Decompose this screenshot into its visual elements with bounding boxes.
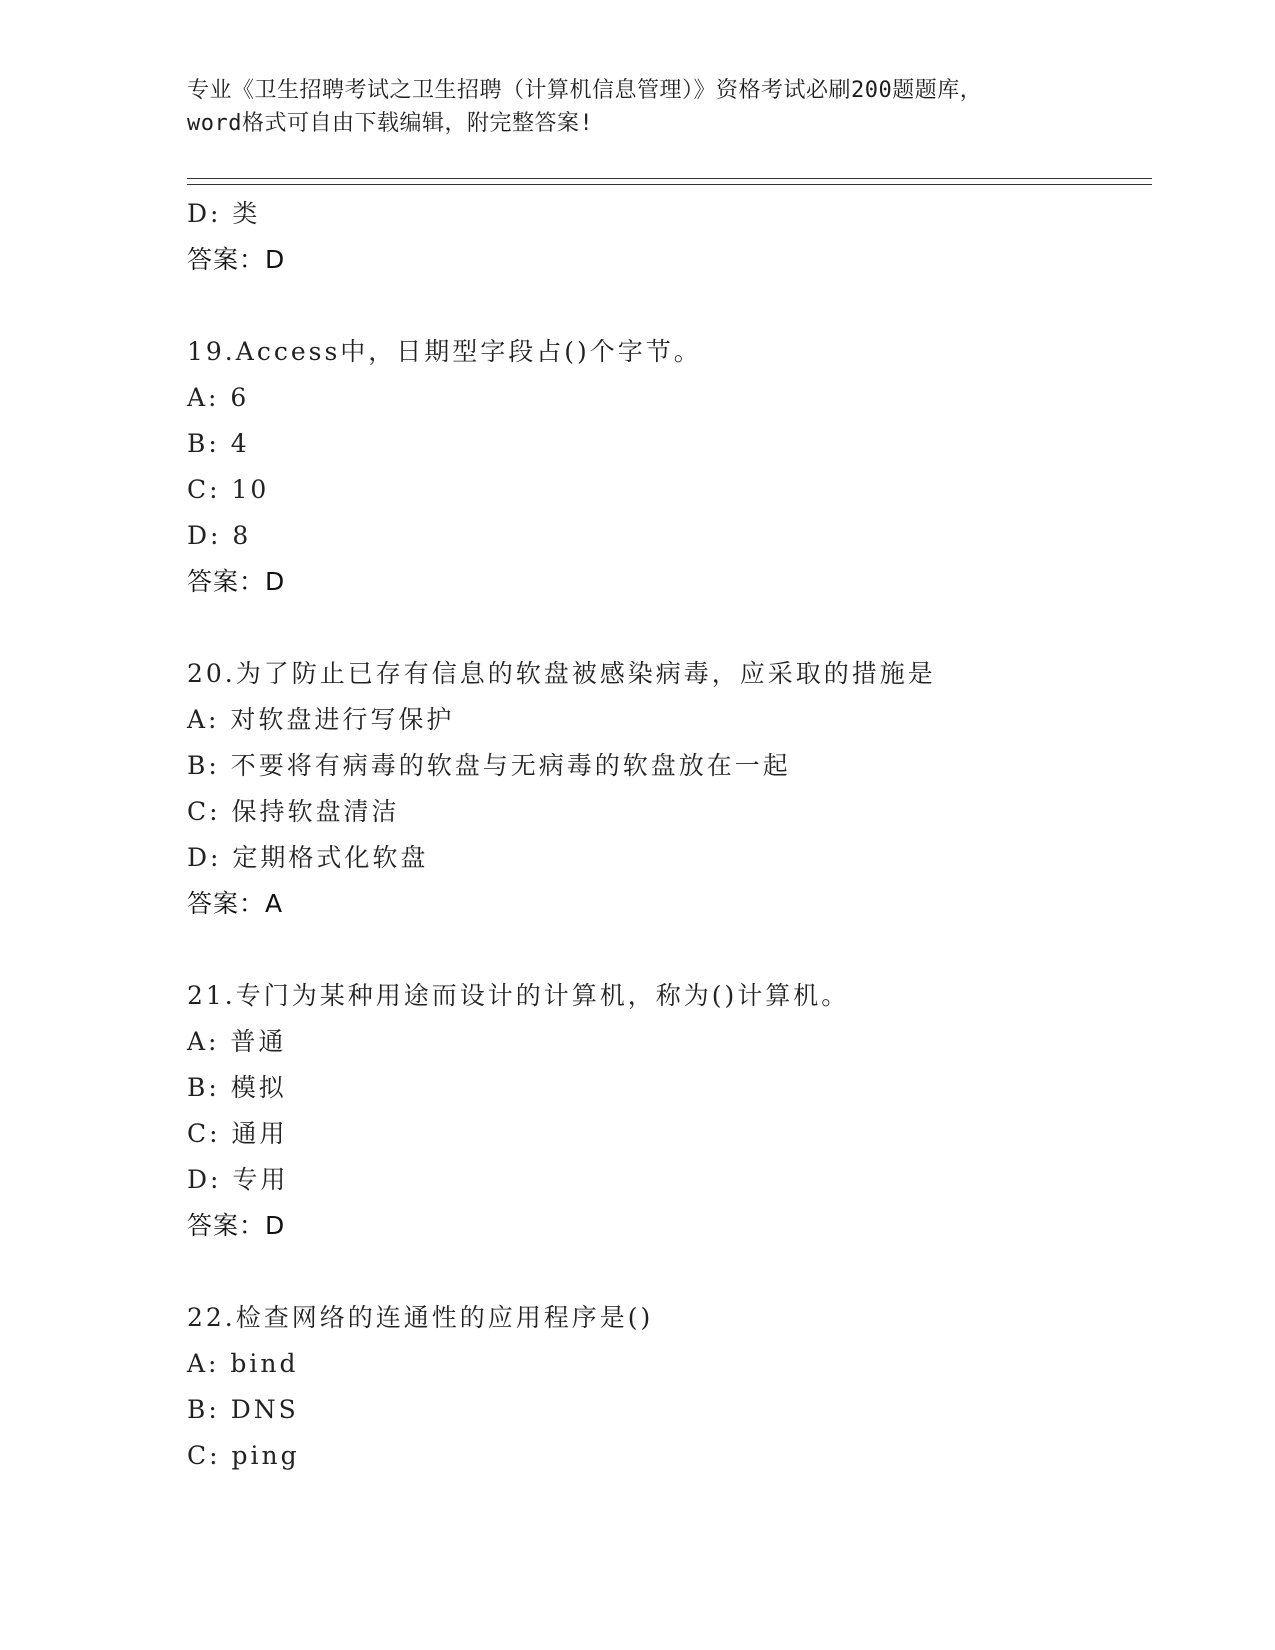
answer-line: 答案：D bbox=[187, 1211, 286, 1240]
option-b: B: DNS bbox=[187, 1395, 299, 1424]
option-d: D: 类 bbox=[187, 199, 261, 228]
question-content bbox=[187, 191, 1147, 1479]
option-b: B: 4 bbox=[187, 429, 250, 458]
header-title-line-2: word格式可自由下载编辑，附完整答案! bbox=[187, 111, 594, 136]
option-a: A: 6 bbox=[187, 383, 250, 412]
question-stem-21: 21.专门为某种用途而设计的计算机，称为()计算机。 bbox=[187, 981, 850, 1010]
option-c: C: 通用 bbox=[187, 1119, 288, 1148]
header-divider-bottom bbox=[187, 184, 1152, 185]
spacer bbox=[187, 1249, 1147, 1295]
answer-line: 答案：D bbox=[187, 245, 286, 274]
option-d: D: 8 bbox=[187, 521, 252, 550]
document-header bbox=[187, 74, 1087, 140]
option-a: A: 对软盘进行写保护 bbox=[187, 705, 455, 734]
question-stem-22: 22.检查网络的连通性的应用程序是() bbox=[187, 1303, 654, 1332]
option-d: D: 定期格式化软盘 bbox=[187, 843, 429, 872]
option-a: A: bind bbox=[187, 1349, 299, 1378]
answer-line: 答案：D bbox=[187, 567, 286, 596]
question-stem-20: 20.为了防止已存有信息的软盘被感染病毒，应采取的措施是 bbox=[187, 659, 936, 688]
option-a: A: 普通 bbox=[187, 1027, 287, 1056]
spacer bbox=[187, 605, 1147, 651]
option-b: B: 模拟 bbox=[187, 1073, 287, 1102]
spacer bbox=[187, 283, 1147, 329]
header-divider-top bbox=[187, 178, 1152, 179]
option-c: C: 保持软盘清洁 bbox=[187, 797, 400, 826]
header-title-line-1: 专业《卫生招聘考试之卫生招聘（计算机信息管理）》资格考试必刷200题题库， bbox=[187, 78, 983, 103]
option-c: C: ping bbox=[187, 1441, 300, 1470]
option-c: C: 10 bbox=[187, 475, 270, 504]
question-stem-19: 19.Access中，日期型字段占()个字节。 bbox=[187, 337, 702, 366]
spacer bbox=[187, 927, 1147, 973]
option-d: D: 专用 bbox=[187, 1165, 289, 1194]
option-b: B: 不要将有病毒的软盘与无病毒的软盘放在一起 bbox=[187, 751, 791, 780]
answer-line: 答案：A bbox=[187, 889, 284, 918]
